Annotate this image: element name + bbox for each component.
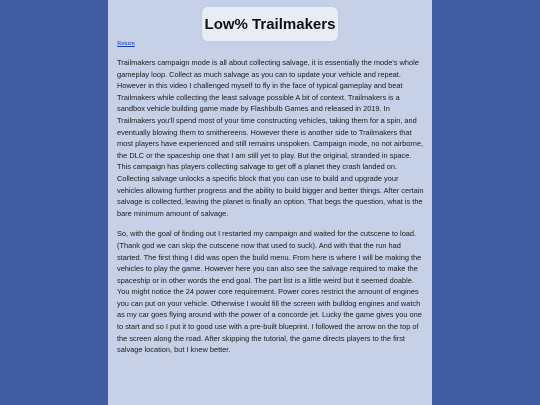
return-link[interactable]: Return: [117, 40, 135, 47]
article-paragraph: Trailmakers campaign mode is all about collecting salvage, it is essentially the mode's whole gameplay loop. Collect as much salvage as you can to update your vehicle and repeat. However in this video I challenged myself to fly in the face of typical gameplay and beat Trailmakers while collecting the least salvage possible A bit of context. Trailmakers is a sandbox vehicle building game made by Flashbulb Games and released in 2019. In Trailmakers you'll spend most of your time constructing vehicles, taking them for a spin, and eventually blowing them to smithereens. However there is another side to Trailmakers that most players have experienced and still remains unspoken. Campaign mode, no not airborne, the DLC or the spaceship one that I am still yet to play. But the original, stranded in space. This campaign has players collecting salvage to get off a planet they crash landed on. Collecting salvage unlocks a specific block that you can use to build and upgrade your vehicles allowing further progress and the ability to build bigger and better things. After certain salvage is collected, leaving the planet is finally an option. That begs the question, what is the bare minimum amount of salvage.: [117, 58, 424, 218]
article-body: [117, 57, 425, 365]
article-paragraph: So, with the goal of finding out I restarted my campaign and waited for the cutscene to load. (Thank god we can skip the cutscene now that used to suck). And with that the run had started. The first thing I did was open the build menu. From here is where I will be making the vehicles to play the game. However here you can also see the salvage required to make the spaceship or in other words the end goal. The part list is a little weird but it seemed doable. You might notice the 24 power core requirement. Power cores restrict the amount of engines you can put on your vehicle. Otherwise I would fill the screen with bulldog engines and watch as my car goes flying around with the power of a concorde jet. Lucky the game gives you one to start and so I put it to good use with a pre-built blueprint. I followed the arrow on the top of the screen along the road. After skipping the tutorial, the game directs players to the first salvage location, but I knew better.: [117, 229, 422, 355]
title-box: [202, 7, 338, 41]
page-title: Low% Trailmakers: [204, 15, 336, 33]
page-column: [108, 0, 432, 405]
